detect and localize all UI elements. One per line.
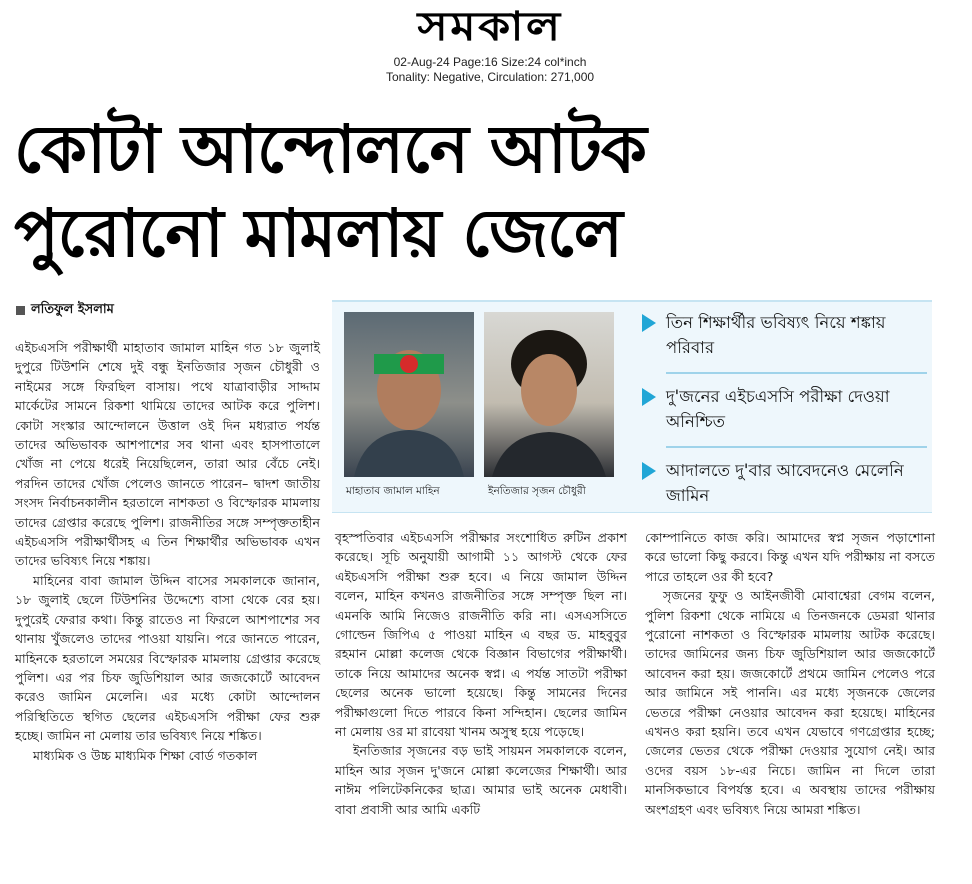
paragraph: কোম্পানিতে কাজ করি। আমাদের স্বপ্ন সৃজন পড়াশোনা করে ভালো কিছু করবে। কিন্তু এখন যদি পরীক্ষায় না বসতে পারে তাহলে ওর কী হবে? [645,530,935,584]
highlight-text: আদালতে দু'বার আবেদনেও মেলেনি জামিন [666,461,904,505]
arrow-right-icon [642,314,656,332]
highlight-text: দু'জনের এইচএসসি পরীক্ষা দেওয়া অনিশ্চিত [666,387,890,431]
paragraph: সৃজনের ফুফু ও আইনজীবী মোবাশ্বেরা বেগম বলেন, পুলিশ রিকশা থেকে নামিয়ে এ তিনজনকে ডেমরা থানার পুরোনো নাশকতা ও বিস্ফোরক মামলায় আটক করেছে। তাদের জামিনের জন্য চিফ জুডিশিয়াল আর জজকোর্টে আবেদন করা হয়। জজকোর্টে প্রথমে জামিন পেলেও পরে আর জামিনে সই পাননি। এর মধ্যে সৃজনকে জেলের ভেতরে পরীক্ষা নেওয়ার আবেদন করা হয়েছে। মাহিনের এখনও করা হয়নি। তবে এখন যেভাবে গণগ্রেপ্তার হচ্ছে; জেলের ভেতর থেকে পরীক্ষা দেওয়ার সুযোগ নেই। আর ওদের বয়স ১৮-এর নিচে। জামিন না দিলে তারা মানসিকভাবে বিপর্যস্ত হবে। এ অবস্থায় তাদের পরীক্ষায় অংশগ্রহণ এবং ভবিষ্যৎ নিয়ে আমরা শঙ্কিত। [645,588,935,817]
photo-mahin [344,312,474,477]
clipping-metadata [340,55,640,85]
headline-line-2: পুরোনো মামলায় জেলে [14,195,622,272]
headline [14,108,944,276]
body-column-2 [335,528,627,819]
paragraph: এইচএসসি পরীক্ষার্থী মাহাতাব জামাল মাহিন গত ১৮ জুলাই দুপুরে টিউশনি শেষে দুই বন্ধু ইনতিজার সৃজন চৌধুরী ও নাইমের সঙ্গে ফিরছিল বাসায়। পথে যাত্রাবাড়ীর সাদ্দাম মার্কেটের সামনে রিকশা থামিয়ে তাদের আটক করে পুলিশ। কোটা সংস্কার আন্দোলনে উত্তাল ওই দিন মধ্যরাত পর্যন্ত তাদের অভিভাবক আশপাশের সব থানা এবং হাসপাতালে খোঁজ না পেয়ে ধরেই নিয়েছিলেন, তারা আর বেঁচে নেই। পরদিন তাদের খোঁজ পেলেও জানতে পারেন– দ্বাদশ জাতীয় সংসদ নির্বাচনকালীন হরতালে নাশকতা ও বিস্ফোরক মামলায় তাদের গ্রেপ্তার করেছে পুলিশ। রাজনীতির সঙ্গে সম্পৃক্ততাহীন এইচএসসি পরীক্ষার্থীসহ এ তিন শিক্ষার্থীর অভিভাবক এখন তাদের ভবিষ্যৎ নিয়ে শঙ্কায়। [15,340,320,569]
byline [16,300,316,320]
clip-meta-line-1: 02-Aug-24 Page:16 Size:24 col*inch [393,55,587,69]
highlight-points [642,310,927,520]
highlight-point [642,458,927,508]
divider [666,446,927,448]
highlight-point [642,384,927,434]
portrait-illustration-icon [484,312,614,477]
highlight-text: তিন শিক্ষার্থীর ভবিষ্যৎ নিয়ে শঙ্কায় পরিবার [666,313,886,357]
paragraph: ইনতিজার সৃজনের বড় ভাই সায়মন সমকালকে বলেন, মাহিন আর সৃজন দু'জনে মোল্লা কলেজের শিক্ষার্থী। আর নাঈম পলিটেকনিকের ছাত্র। আমার ভাই অনেক মেধাবী। বাবা প্রবাসী আর আমি একটি [335,743,627,817]
feature-box [332,300,932,512]
body-column-3 [645,528,935,819]
paragraph: মাহিনের বাবা জামাল উদ্দিন বাসের সমকালকে জানান, ১৮ জুলাই ছেলে টিউশনির উদ্দেশ্যে বাসা থেকে বের হয়। দুপুরেই ফেরার কথা। কিন্তু রাতেও না ফিরলে আশপাশের সব থানায় খুঁজলেও তাদের পাওয়া যায়নি। পরে জানতে পারেন, মাহিনকে হরতালে সময়ের বিস্ফোরক মামলায় গ্রেপ্তার করেছে পুলিশ। এর পর চিফ জুডিশিয়াল আর জজকোর্টে আবেদন করেও জামিন মেলেনি। এর মধ্যে কোটা আন্দোলন পরিস্থিতিতে স্থগিত ছেলের এইচএসসি পরীক্ষা ফের শুরু হচ্ছে। জামিন না মেলায় তার ভবিষ্যৎ নিয়ে শঙ্কিত। [15,572,320,744]
highlight-point [642,310,927,360]
arrow-right-icon [642,462,656,480]
divider [666,372,927,374]
newspaper-logo: সমকাল [417,3,563,50]
byline-square-icon [16,306,25,315]
photo-caption-1: মাহাতাব জামাল মাহিন [346,485,440,497]
photo-caption-2: ইনতিজার সৃজন চৌধুরী [488,485,586,497]
paragraph: বৃহস্পতিবার এইচএসসি পরীক্ষার সংশোধিত রুটিন প্রকাশ করেছে। সূচি অনুযায়ী আগামী ১১ আগস্ট থেকে ফের এইচএসসি পরীক্ষা শুরু হবে। এ নিয়ে জামাল উদ্দিন বলেন, মাহিন কখনও রাজনীতির সঙ্গে সম্পৃক্ত ছিল না। এমনকি আমি নিজেও রাজনীতি করি না। এসএসসিতে গোল্ডেন জিপিএ ৫ পাওয়া মাহিন এ বছর ড. মাহবুবুর রহমান মোল্লা কলেজ থেকে বিজ্ঞান বিভাগের পরীক্ষার্থী। তাকে নিয়ে আমাদের অনেক স্বপ্ন। এ পর্যন্ত সাতটা পরীক্ষা ছেলের অনেক ভালো হয়েছে। কিন্তু সামনের দিনের পরীক্ষাগুলো দিতে পারবে কিনা সন্দিহান। ছেলের জামিন না মেলায় ওর মা রাবেয়া খানম অসুস্থ হয়ে পড়েছে। [335,530,627,740]
masthead [300,2,680,52]
portrait-illustration-icon [344,312,474,477]
divider [332,512,932,513]
headline-line-1: কোটা আন্দোলনে আটক [14,111,646,188]
clip-meta-line-2: Tonality: Negative, Circulation: 271,000 [385,70,595,84]
byline-author: লতিফুল ইসলাম [31,301,114,317]
paragraph: মাধ্যমিক ও উচ্চ মাধ্যমিক শিক্ষা বোর্ড গতকাল [33,747,258,763]
arrow-right-icon [642,388,656,406]
photo-srijon [484,312,614,477]
body-column-1 [15,338,320,765]
